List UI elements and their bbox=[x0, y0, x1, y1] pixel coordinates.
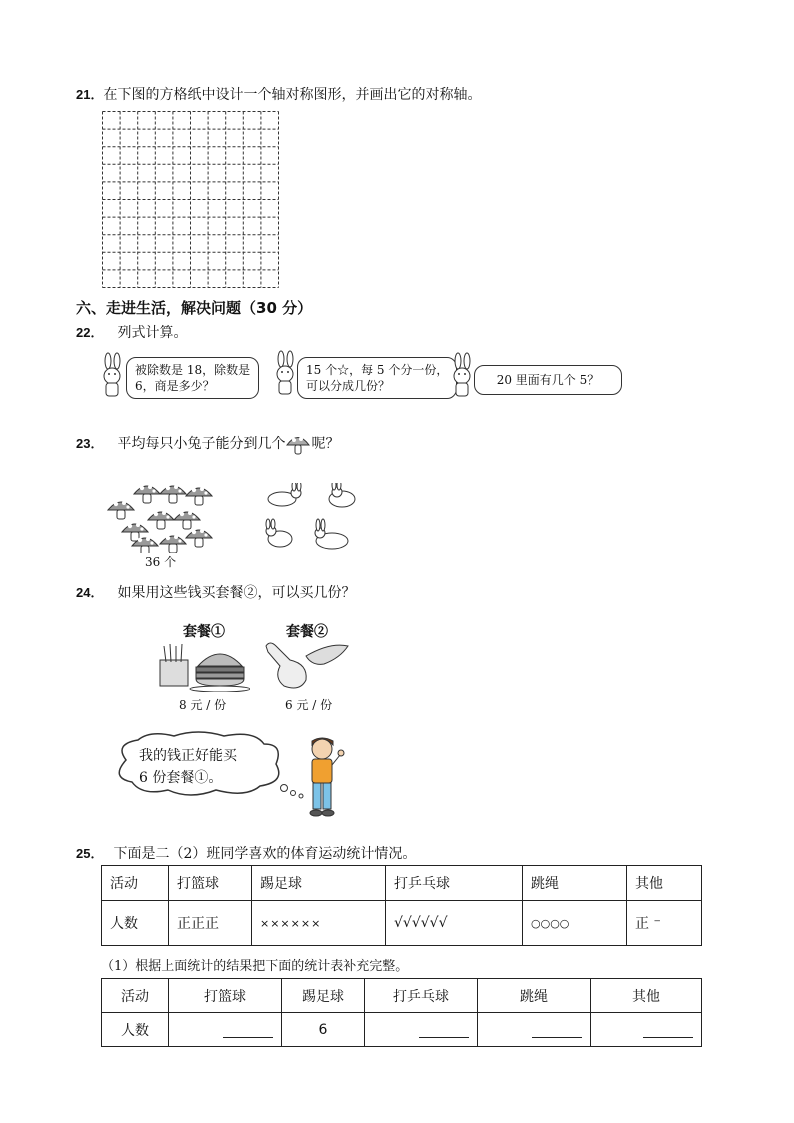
mushroom-icon bbox=[174, 511, 200, 529]
burger-fries-image bbox=[158, 640, 250, 692]
thought-text bbox=[139, 745, 237, 789]
table-cell: 活动 bbox=[102, 979, 169, 1013]
question-25 bbox=[76, 843, 416, 863]
question-number: 21． bbox=[76, 87, 104, 102]
tally-cell: ○○○○ bbox=[523, 901, 627, 946]
mushroom-icon bbox=[285, 432, 311, 456]
tally-cell: ×××××× bbox=[252, 901, 386, 946]
table-cell: 其他 bbox=[591, 979, 702, 1013]
mushroom-icon bbox=[134, 485, 160, 503]
bunny-icon bbox=[450, 352, 476, 398]
question-number: 22． bbox=[76, 325, 104, 340]
table-cell: 踢足球 bbox=[282, 979, 365, 1013]
meal-2-title: 套餐② bbox=[286, 624, 328, 640]
section-title: 六、走进生活，解决问题（30 分） bbox=[76, 299, 313, 317]
table-cell: 踢足球 bbox=[252, 866, 386, 901]
question-text: 列式计算。 bbox=[117, 325, 188, 341]
tally-cell: 正 ⁻ bbox=[627, 901, 702, 946]
table-cell: 打篮球 bbox=[169, 866, 252, 901]
answer-blank[interactable] bbox=[478, 1013, 591, 1047]
question-text-end: 呢？ bbox=[311, 436, 340, 452]
mushroom-pile-image bbox=[104, 478, 224, 553]
question-22 bbox=[76, 322, 187, 342]
speech-bubble-3 bbox=[474, 365, 622, 395]
answer-blank[interactable] bbox=[365, 1013, 478, 1047]
meal-1-price: 8 元 / 份 bbox=[179, 698, 227, 712]
table-cell: 打乒乓球 bbox=[365, 979, 478, 1013]
answer-blank[interactable] bbox=[169, 1013, 282, 1047]
speech-bubble-1 bbox=[126, 357, 259, 399]
bunny-icon bbox=[100, 352, 126, 398]
bubble-line: 6，商是多少？ bbox=[135, 379, 215, 393]
mushroom-icon bbox=[108, 501, 134, 519]
meal-2-price: 6 元 / 份 bbox=[285, 698, 333, 712]
bubble-line: 可以分成几份？ bbox=[306, 379, 391, 393]
table-row bbox=[102, 1013, 702, 1047]
fill-in-table bbox=[101, 978, 702, 1047]
chicken-leg-image bbox=[260, 638, 350, 694]
mushroom-count-label: 36 个 bbox=[145, 555, 177, 569]
tally-cell: √√√√√√ bbox=[386, 901, 523, 946]
bubble-line: 20 里面有几个 5？ bbox=[496, 373, 600, 387]
mushroom-icon bbox=[148, 511, 174, 529]
question-number: 23． bbox=[76, 436, 104, 451]
speech-bubble-2 bbox=[297, 357, 457, 399]
mushroom-icon bbox=[160, 485, 186, 503]
table-cell: 6 bbox=[282, 1013, 365, 1047]
question-text: 平均每只小兔子能分到几个 bbox=[117, 436, 286, 452]
mushroom-icon bbox=[160, 535, 186, 553]
tally-cell: 正正正 bbox=[169, 901, 252, 946]
table-cell: 跳绳 bbox=[478, 979, 591, 1013]
question-23 bbox=[76, 432, 339, 456]
meal-1-title: 套餐① bbox=[183, 624, 225, 640]
table-cell: 打篮球 bbox=[169, 979, 282, 1013]
question-number: 24． bbox=[76, 585, 104, 600]
question-text: 在下图的方格纸中设计一个轴对称图形，并画出它的对称轴。 bbox=[103, 87, 482, 103]
table-cell: 打乒乓球 bbox=[386, 866, 523, 901]
question-number: 25． bbox=[76, 846, 104, 861]
mushroom-icon bbox=[186, 529, 212, 547]
bubble-line: 15 个☆，每 5 个分一份， bbox=[306, 363, 449, 377]
thought-line: 我的钱正好能买 bbox=[139, 748, 237, 764]
table-cell: 其他 bbox=[627, 866, 702, 901]
square-grid-paper[interactable] bbox=[102, 111, 279, 289]
table-cell: 活动 bbox=[102, 866, 169, 901]
boy-image bbox=[300, 735, 350, 819]
question-text: 下面是二（2）班同学喜欢的体育运动统计情况。 bbox=[113, 846, 417, 862]
bubble-line: 被除数是 18，除数是 bbox=[135, 363, 251, 377]
table-cell: 人数 bbox=[102, 1013, 169, 1047]
rabbits-image bbox=[258, 483, 366, 555]
question-text: 如果用这些钱买套餐②，可以买几份？ bbox=[117, 585, 356, 601]
table-cell: 人数 bbox=[102, 901, 169, 946]
mushroom-icon bbox=[186, 487, 212, 505]
answer-blank[interactable] bbox=[591, 1013, 702, 1047]
table-header-row bbox=[102, 866, 702, 901]
thought-line: 6 份套餐①。 bbox=[139, 770, 223, 786]
sub-question-1: （1）根据上面统计的结果把下面的统计表补充完整。 bbox=[101, 959, 409, 974]
question-21 bbox=[76, 84, 481, 104]
bunny-icon bbox=[273, 350, 299, 396]
table-cell: 跳绳 bbox=[523, 866, 627, 901]
table-row bbox=[102, 901, 702, 946]
question-24 bbox=[76, 582, 355, 602]
table-header-row bbox=[102, 979, 702, 1013]
tally-table bbox=[101, 865, 702, 946]
